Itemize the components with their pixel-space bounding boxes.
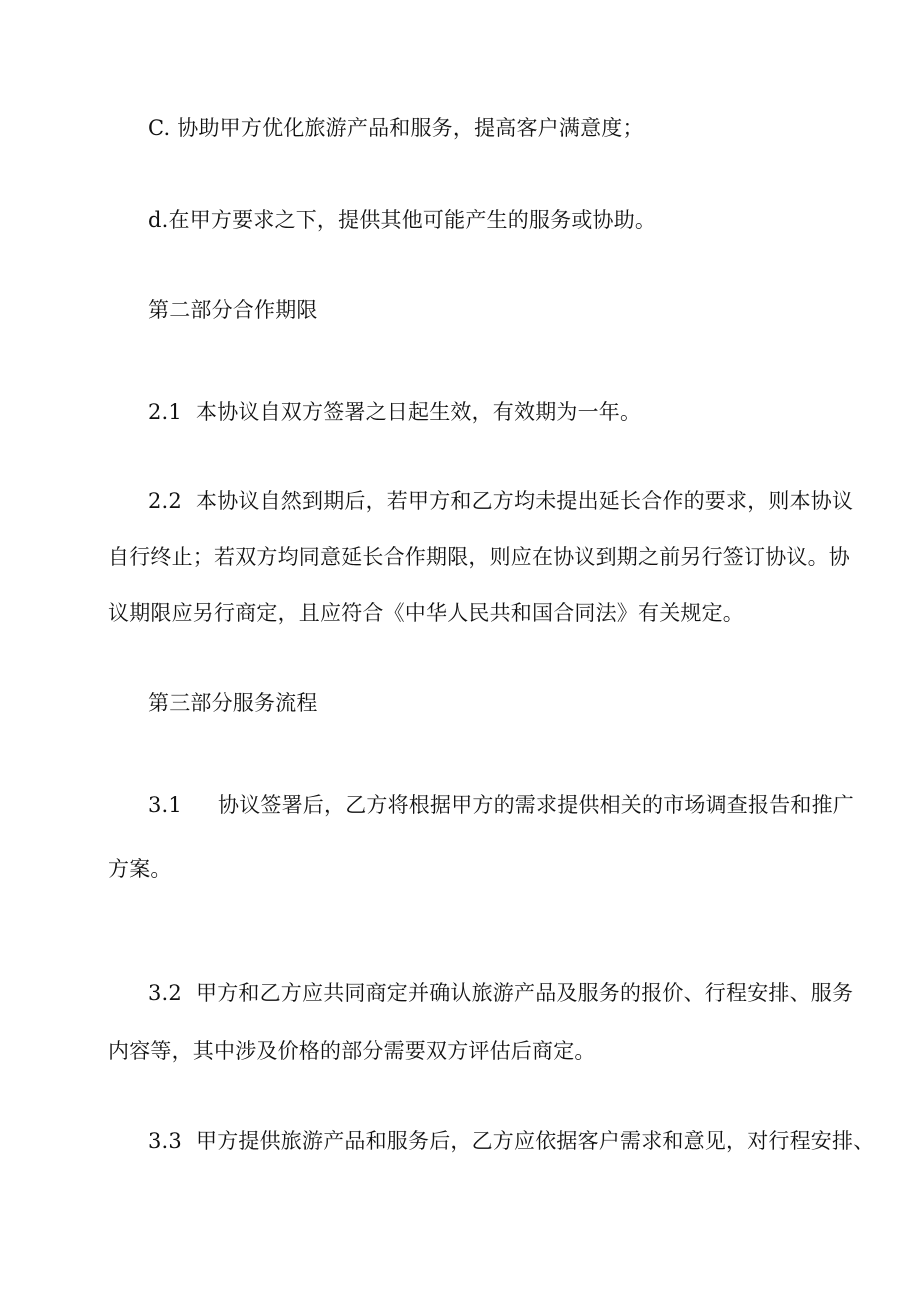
section-2-heading: 第二部分合作期限 (148, 298, 318, 322)
clause-3-3-line-1 (148, 1126, 874, 1156)
clause-3-1-line-1 (148, 790, 854, 820)
clause-2-2-line-3: 议期限应另行商定，且应符合《中华人民共和国合同法》有关规定。 (108, 601, 744, 625)
clause-3-1-line-2: 方案。 (108, 857, 172, 881)
clause-number: 2.2 (148, 489, 182, 513)
clause-number: 3.1 (148, 793, 182, 817)
clause-2-2-line-1 (148, 486, 853, 516)
clause-2-1 (148, 397, 641, 427)
clause-3-2-line-1 (148, 978, 853, 1008)
clause-text: 甲方和乙方应共同商定并确认旅游产品及服务的报价、行程安排、服务 (196, 981, 854, 1005)
clause-text: 甲方提供旅游产品和服务后，乙方应依据客户需求和意见，对行程安排、 (196, 1129, 875, 1153)
clause-3-2-line-2: 内容等，其中涉及价格的部分需要双方评估后商定。 (108, 1039, 596, 1063)
item-d: d.在甲方要求之下，提供其他可能产生的服务或协助。 (148, 208, 657, 232)
item-c: C. 协助甲方优化旅游产品和服务，提高客户满意度； (148, 116, 644, 140)
clause-text: 本协议自双方签署之日起生效，有效期为一年。 (196, 400, 642, 424)
clause-text: 本协议自然到期后，若甲方和乙方均未提出延长合作的要求，则本协议 (196, 489, 854, 513)
clause-text: 协议签署后，乙方将根据甲方的需求提供相关的市场调查报告和推广 (218, 793, 854, 817)
section-3-heading: 第三部分服务流程 (148, 691, 318, 715)
clause-number: 2.1 (148, 400, 182, 424)
clause-number: 3.2 (148, 981, 182, 1005)
clause-number: 3.3 (148, 1129, 182, 1153)
clause-2-2-line-2: 自行终止；若双方均同意延长合作期限，则应在协议到期之前另行签订协议。协 (108, 545, 850, 569)
